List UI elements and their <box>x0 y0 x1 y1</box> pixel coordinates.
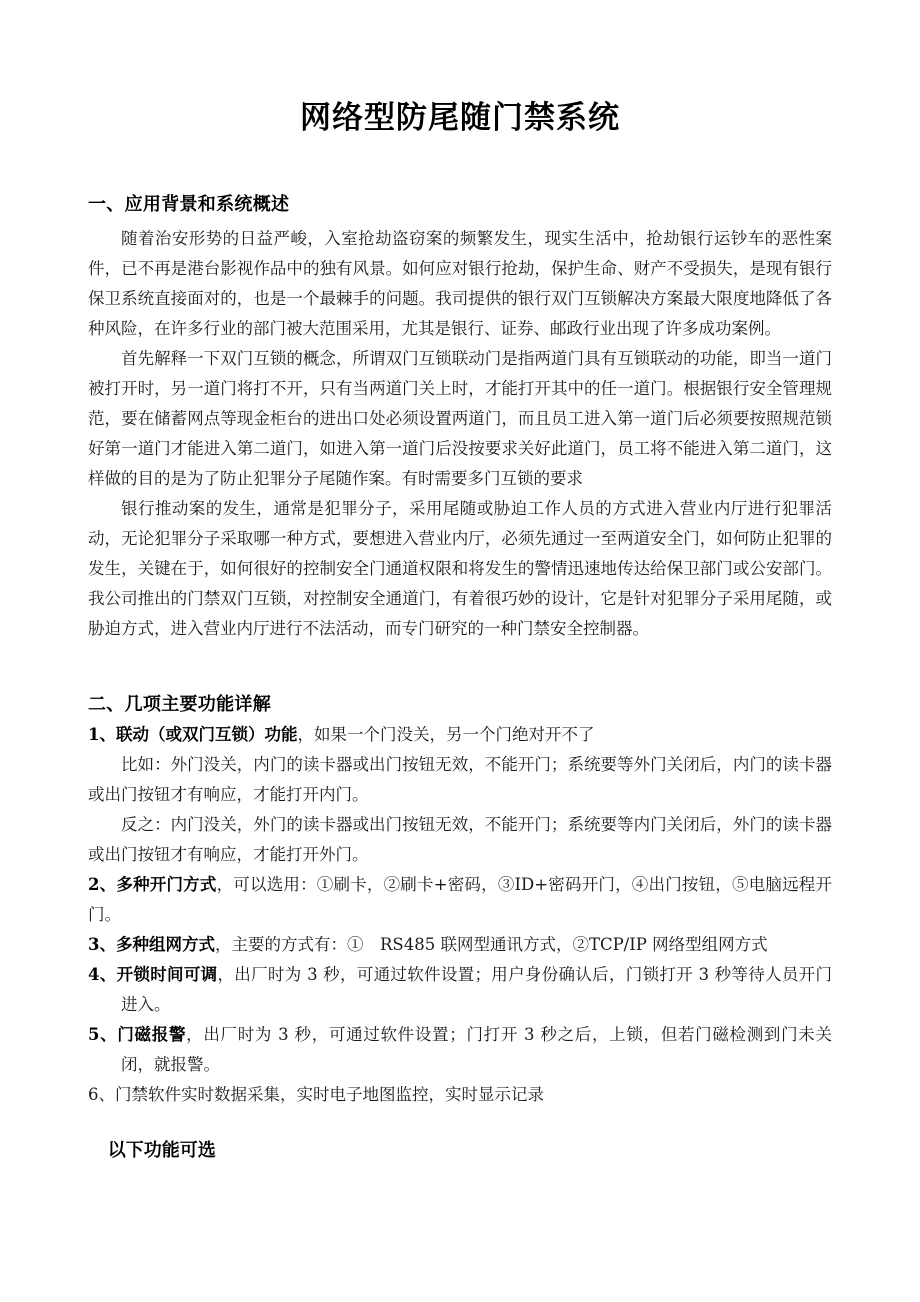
feature-item-2-detail: ，可以选用：①刷卡，②刷卡+密码，③ID+密码开门，④出门按钮，⑤电脑远程开门。 <box>88 875 832 925</box>
feature-item-5-label: 5、门磁报警 <box>88 1025 187 1045</box>
feature-item-5 <box>88 1020 832 1080</box>
section-heading-background-overview: 一、应用背景和系统概述 <box>88 194 290 216</box>
feature-item-3 <box>88 930 832 960</box>
paragraph-background-3: 银行推动案的发生，通常是犯罪分子，采用尾随或胁迫工作人员的方式进入营业内厅进行犯罪活动，无论犯罪分子采取哪一种方式，要想进入营业内厅，必须先通过一至两道安全门，如何防止犯罪的发生，关键在于，如何很好的控制安全门通道权限和将发生的警情迅速地传达给保卫部门或公安部门。我公司推出的门禁双门互锁，对控制安全通道门，有着很巧妙的设计，它是针对犯罪分子采用尾随，或胁迫方式，进入营业内厅进行不法活动，而专门研究的一种门禁安全控制器。 <box>88 499 832 639</box>
feature-item-5-detail: ，出厂时为 3 秒，可通过软件设置；门打开 3 秒之后，上锁，但若门磁检测到门未关闭，就报警。 <box>121 1025 832 1075</box>
feature-item-2-label: 2、多种开门方式 <box>88 875 217 895</box>
paragraph-background-2: 首先解释一下双门互锁的概念，所谓双门互锁联动门是指两道门具有互锁联动的功能，即当一道门被打开时，另一道门将打不开，只有当两道门关上时，才能打开其中的任一道门。根据银行安全管理规范，要在储蓄网点等现金柜台的进出口处必须设置两道门，而且员工进入第一道门后必须要按照规范锁好第一道门才能进入第二道门，如进入第一道门后没按要求关好此道门，员工将不能进入第二道门，这样做的目的是为了防止犯罪分子尾随作案。有时需要多门互锁的要求 <box>88 349 832 489</box>
feature-item-3-detail: ，主要的方式有：① RS485 联网型通讯方式，②TCP/IP 网络型组网方式 <box>214 935 768 955</box>
feature-item-4-label: 4、开锁时间可调 <box>88 965 218 985</box>
feature-item-1-example-forward: 比如：外门没关，内门的读卡器或出门按钮无效，不能开门；系统要等外门关闭后，内门的读卡器或出门按钮才有响应，才能打开内门。 <box>88 755 832 805</box>
feature-item-2 <box>88 870 832 930</box>
feature-item-4-detail: ，出厂时为 3 秒，可通过软件设置；用户身份确认后，门锁打开 3 秒等待人员开门进入。 <box>121 965 832 1015</box>
feature-item-3-label: 3、多种组网方式 <box>88 935 215 955</box>
feature-item-1-example-reverse: 反之：内门没关，外门的读卡器或出门按钮无效，不能开门；系统要等内门关闭后，外门的读卡器或出门按钮才有响应，才能打开外门。 <box>88 815 832 865</box>
optional-functions-heading: 以下功能可选 <box>107 1140 216 1162</box>
feature-item-6-detail: 6、门禁软件实时数据采集，实时电子地图监控，实时显示记录 <box>88 1085 544 1105</box>
feature-item-4 <box>88 960 832 1020</box>
section-heading-main-functions: 二、几项主要功能详解 <box>88 694 271 716</box>
paragraph-background-1: 随着治安形势的日益严峻，入室抢劫盗窃案的频繁发生，现实生活中，抢劫银行运钞车的恶性案件，已不再是港台影视作品中的独有风景。如何应对银行抢劫，保护生命、财产不受损失，是现有银行保卫系统直接面对的，也是一个最棘手的问题。我司提供的银行双门互锁解决方案最大限度地降低了各种风险，在许多行业的部门被大范围采用，尤其是银行、证券、邮政行业出现了许多成功案例。 <box>88 229 832 339</box>
feature-item-1-detail: ，如果一个门没关，另一个门绝对开不了 <box>297 725 595 745</box>
feature-item-1-label: 1、联动（或双门互锁）功能 <box>88 725 298 745</box>
page-title: 网络型防尾随门禁系统 <box>300 100 620 136</box>
feature-item-1 <box>88 720 832 750</box>
feature-item-6 <box>88 1080 832 1110</box>
